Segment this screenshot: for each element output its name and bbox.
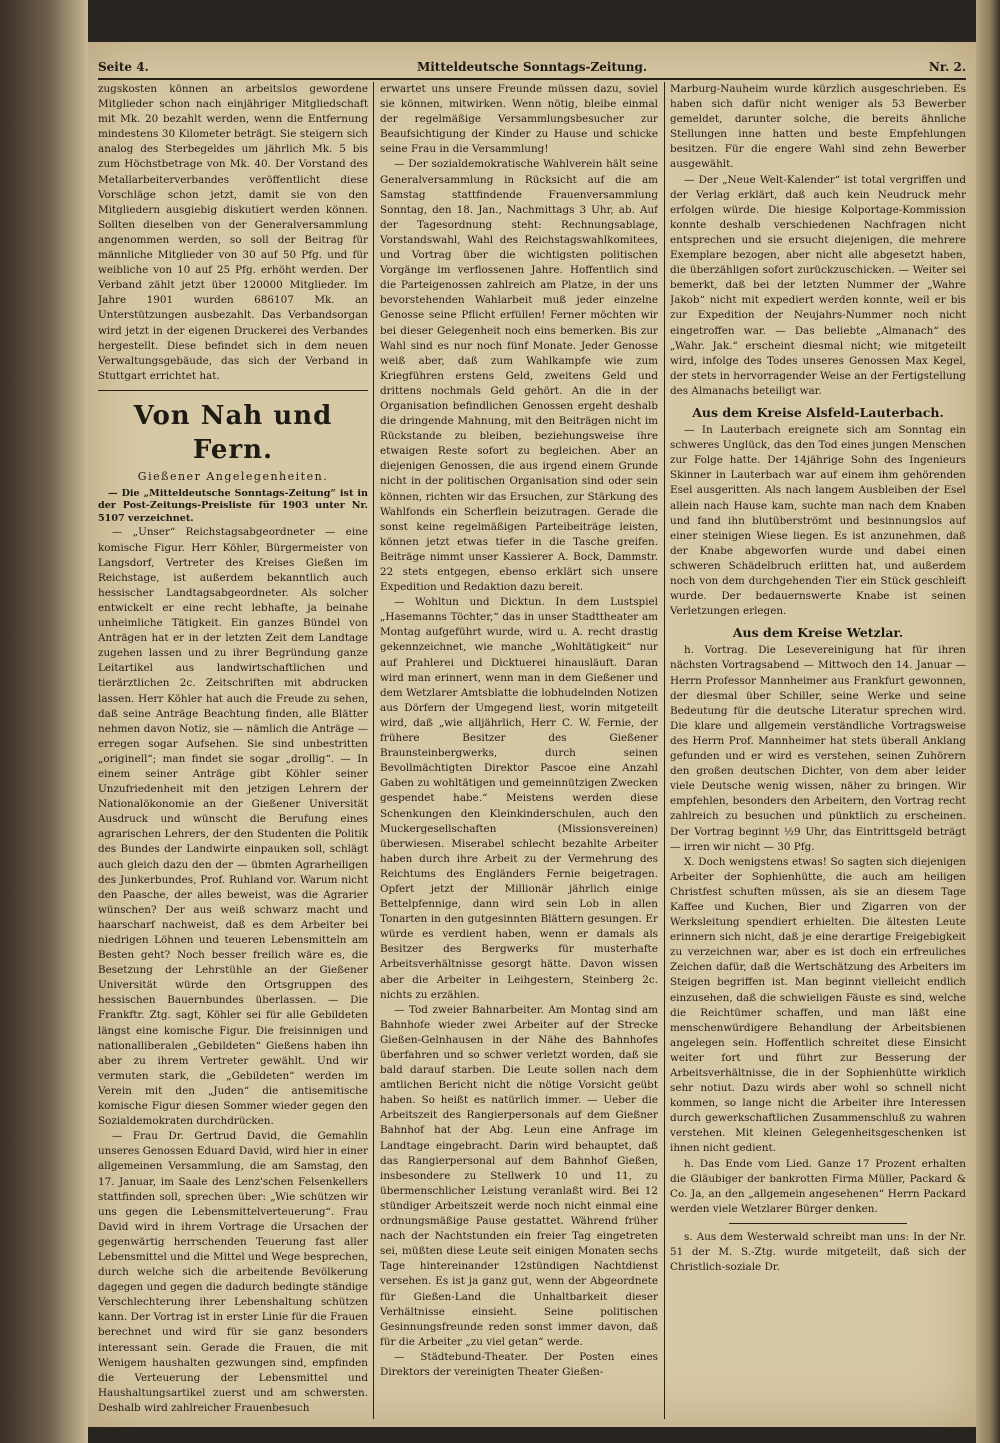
article-vortrag: h. Vortrag. Die Lesevereinigung hat für ihren nächsten Vortragsabend — Mittwoch den 14. Januar — Herrn Professor Mannheimer aus Frankfurt gewonnen, der diesmal über Schiller, seine Werke und seine Bedeutung für die deutsche Literatur sprechen wird. Die klare und allgemein verständliche Vortragsweise des Herrn Prof. Mannheimer hat stets überall Anklang gefunden und er wird es verstehen, seinen Zuhörern den großen deutschen Dichter, von dem aber leider viele Deutsche wenig wissen, näher zu bringen. Wir empfehlen, besonders den Arbeitern, den Vortrag recht zahlreich zu besuchen und pünktlich zu erscheinen. Der Vortrag beginnt ½9 Uhr, das Eintrittsgeld beträgt — irren wir nicht — 30 Pfg. [670,644,966,853]
article-continuation: Marburg-Nauheim wurde kürzlich ausgeschrieben. Es haben sich dafür nicht weniger als 53 Bewerber gemeldet, darunter solche, die bereits ähnliche Stellungen inne hatten und beste Empfehlungen besitzen. Für die engere Wahl sind zehn Bewerber ausgewählt. [670,83,966,171]
column-divider [664,82,665,1419]
article-koehler: — „Unser“ Reichstagsabgeordneter — eine komische Figur. Herr Köhler, Bürgermeister von Langsdorf, Vertreter des Kreises Gießen im Reichstage, ist außerdem bekanntlich auch hessischer Landtagsabgeordneter. Als solcher entwickelt er eine recht lebhafte, ja beinahe unheimliche Tätigkeit. Ein ganzes Bündel von Anträgen hat er in der letzten Zeit dem Landtage zugehen lassen und zu ihrer Begründung ganze Leitartikel aus landwirtschaftlichen und tierärztlichen 2c. Zeitschriften mit abdrucken lassen. Herr Köhler hat auch die Freude zu sehen, daß seine Anträge Beachtung finden, alle Blätter nehmen davon Notiz, sie — nämlich die Anträge — erregen sogar Aufsehen. Sie sind unbestritten „originell“; man findet sie sogar „drollig“. — In einem seiner Anträge gibt Köhler seiner Unzufriedenheit mit den jetzigen Lehrern der Nationalökonomie an der Gießener Universität Ausdruck und wünscht die Berufung eines agrarischen Lehrers, der den Studenten die Politik des Bundes der Landwirte einpauken soll, schlägt auch gleich dazu den der — übmten Agrarheiligen des Junkerbundes, Prof. Ruhland vor. Warum nicht den Paasche, der alles beweist, was die Agrarier wünschen? Der aus weiß schwarz macht und haarscharf nachweist, daß es dem Arbeiter bei niedrigen Löhnen und teueren Lebensmitteln am Besten geht? Noch besser freilich wäre es, die Besetzung der Lehrstühle an der Gießener Universität würde den Ortsgruppen des hessischen Bauernbundes überlassen. — Die Frankftr. Ztg. sagt, Köhler sei für alle Gebildeten längst eine komische Figur. Die freisinnigen und nationalliberalen „Gebildeten“ Gießens haben ihn aber zu ihrem Vertreter gewählt. Und wir vermuten stark, die „Gebildeten“ werden im Verein mit den „Juden“ die antisemitische komische Figur diesen Sommer wieder gegen den Sozialdemokraten durchdrücken. [98,526,368,1128]
article-continuation: erwartet uns unsere Freunde müssen dazu, soviel sie können, mitwirken. Wenn nötig, bleibe einmal der regelmäßige Versammlungsbesucher zur Beaufsichtigung der Kinder zu Hause und schicke seine Frau in die Versammlung! [380,83,658,156]
paper-title: Mitteldeutsche Sonntags-Zeitung. [416,60,648,74]
article-staedtebund: — Städtebund-Theater. Der Posten eines Direktors der vereinigten Theater Gießen- [380,1350,658,1378]
book-binding [0,0,88,1443]
article-tod: — Tod zweier Bahnarbeiter. Am Montag sind am Bahnhofe wieder zwei Arbeiter auf der Strecke Gießen-Gelnhausen in der Nähe des Bahnhofes überfahren und so schwer verletzt worden, daß sie bald darauf starben. Die Leute sollen nach dem amtlichen Bericht nicht die nötige Vorsicht geübt haben. So heißt es natürlich immer. — Ueber die Arbeitszeit des Rangierpersonals auf dem Gießner Bahnhof hat der Abg. Leun eine Anfrage im Landtage eingebracht. Darin wird behauptet, daß das Rangierpersonal auf dem Bahnhof Gießen, insbesondere zu Stellwerk 10 und 11, zu übermenschlicher Leistung veranlaßt wird. Bei 12 stündiger Arbeitszeit werde noch nicht einmal eine ordnungsmäßige Pause gestattet. Während früher nach der Nachtstunden ein freier Tag eingetreten sei, müßten diese Leute seit einigen Monaten sechs Tage hintereinander 12stündigen Nachtdienst versehen. Es ist ja ganz gut, wenn der Abgeordnete für Gießen-Land die Unhaltbarkeit dieser Verhältnisse einsieht. Seine politischen Gesinnungsfreunde reden sonst immer davon, daß für die Arbeiter „zu viel getan“ werde. [380,1003,658,1348]
page-label: Seite 4. [98,60,149,74]
notice: — Die „Mitteldeutsche Sonntags-Zeitung“ ist in der Post-Zeitungs-Preisliste für 1903 unter Nr. 5107 verzeichnet. [98,487,368,524]
subhead-wetzlar: Aus dem Kreise Wetzlar. [732,625,904,641]
newspaper-page [88,42,976,1427]
column-2 [380,82,658,1419]
article-lauterbach: — In Lauterbach ereignete sich am Sonntag ein schweres Unglück, das den Tod eines jungen Menschen zur Folge hatte. Der 14jährige Sohn des Ingenieurs Skinner in Lauterbach war auf einem ihm gehörenden Esel ausgeritten. Als nach langem Ausbleiben der Esel allein nach Hause kam, suchte man nach dem Knaben und fand ihn blutüberströmt und besinnungslos auf einer steinigen Wiese liegen. Es ist anzunehmen, daß der Knabe abgeworfen wurde und dabei einen schweren Schädelbruch erlitten hat, und außerdem noch von dem durchgehenden Tier ein Stück geschleift wurde. Der bedauernswerte Knabe ist seinen Verletzungen erlegen. [670,424,966,618]
article-continuation: zugskosten können an arbeitslos gewordene Mitglieder schon nach einjähriger Mitgliedschaft mit Mk. 20 bezahlt werden, wenn die Entfernung mindestens 30 Kilometer beträgt. Sie steigern sich analog des Sterbegeldes um jährlich Mk. 5 bis zum Höchstbetrage von Mk. 40. Der Vorstand des Metallarbeiterverbandes veröffentlicht diese Vorschläge schon jetzt, damit sie von den Mitgliedern ausgiebig diskutiert werden können. Sollten dieselben von der Generalversammlung angenommen werden, so soll der Beitrag für männliche Mitglieder von 30 auf 50 Pfg. und für weibliche von 10 auf 25 Pfg. erhöht werden. Der Verband zählt jetzt über 120000 Mitglieder. Im Jahre 1901 wurden 686107 Mk. an Unterstützungen ausbezahlt. Das Verbandsorgan wird jetzt in der eigenen Druckerei des Verbandes hergestellt. Diese befindet sich in dem neuen Verwaltungsgebäude, das sich der Verband in Stuttgart errichtet hat. [98,83,368,382]
article-ende: h. Das Ende vom Lied. Ganze 17 Prozent erhalten die Gläubiger der bankrotten Firma Müller, Packard & Co. Ja, an den „allgemein angesehenen“ Herrn Packard werden viele Wetzlarer Bürger denken. [670,1157,966,1215]
section-title: Von Nah und Fern. [133,400,333,465]
section-subtitle: Gießener Angelegenheiten. [137,469,329,483]
column-divider [373,82,374,1419]
issue-number: Nr. 2. [928,60,966,74]
page-edge [976,0,1000,1443]
divider [729,1223,907,1224]
subhead-alsfeld: Aus dem Kreise Alsfeld-Lauterbach. [692,404,944,420]
header-rule [98,78,966,80]
article-doch: X. Doch wenigstens etwas! So sagten sich diejenigen Arbeiter der Sophienhütte, die auch am heiligen Christfest schuften müssen, als sie an diesem Tage Kaffee und Kuchen, Bier und Zigarren von der Werksleitung spendiert erhielten. Die ältesten Leute erinnern sich nicht, daß je eine derartige Freigebigkeit zu verzeichnen war, aber es ist doch ein erfreuliches Zeichen dafür, daß die Wertschätzung des Arbeiters im Steigen begriffen ist. Man beginnt vielleicht endlich einzusehen, daß die schwieligen Fäuste es sind, welche die Reichtümer schaffen, und man läßt eine menschenwürdigere Behandlung der Arbeitsbienen angelegen sein. Hoffentlich schreitet diese Einsicht weiter fort und führt zur Besserung der Arbeitsverhältnisse, die in der Sophienhütte wirklich sehr notiut. Dazu wirds aber wohl so schnell nicht kommen, so lange nicht die Arbeiter ihre Interessen durch gewerkschaftlichen Zusammenschluß zu wahren verstehen. Mit kleinen Gelegenheitsgeschenken ist ihnen nicht gedient. [670,855,966,1155]
column-1 [98,82,368,1419]
article-wahlverein: — Der sozialdemokratische Wahlverein hält seine Generalversammlung in Rücksicht auf die am Samstag stattfindende Frauenversammlung Sonntag, den 18. Jan., Nachmittags 3 Uhr, ab. Auf der Tagesordnung steht: Rechnungsablage, Vorstandswahl, Wahl des Reichstagswahlkomitees, und Vortrag über die wichtigsten politischen Vorgänge im verflossenen Jahre. Hoffentlich sind die Parteigenossen zahlreich am Platze, in der uns bevorstehenden Wahlarbeit muß jeder einzelne Genosse seine Pflicht erfüllen! Ferner möchten wir bei dieser Gelegenheit noch eins bemerken. Bis zur Wahl sind es nur noch fünf Monate. Jeder Genosse weiß aber, daß zum Wahlkampfe wie zum Kriegführen erstens Geld, zweitens Geld und drittens nochmals Geld gehört. An die in der Organisation befindlichen Genossen ergeht deshalb die dringende Mahnung, mit den Beiträgen nicht im Rückstande zu bleiben, beziehungsweise ihre etwaigen Reste sofort zu begleichen. Aber an diejenigen Genossen, die aus irgend einem Grunde nicht in der politischen Organisation sind oder sein können, richten wir das Ersuchen, zur Stärkung des Wahlfonds ein Scherflein beizutragen. Gerade die sonst keine regelmäßigen Parteibeiträge leisten, können jetzt etwas tiefer in die Tasche greifen. Beiträge nimmt unser Kassierer A. Bock, Dammstr. 22 stets entgegen, ebenso erklärt sich unsere Expedition und Redaktion dazu bereit. [380,158,658,594]
column-3 [670,82,966,1419]
page-header [98,56,966,80]
article-kalender: — Der „Neue Welt-Kalender“ ist total vergriffen und der Verlag erklärt, daß auch kein Neudruck mehr erfolgen würde. Die hiesige Kolportage-Kommission konnte deshalb verschiedenen Nachfragen nicht entsprechen und sie ersucht diejenigen, die mehrere Exemplare bezogen, aber nicht alle abgesetzt haben, die überzähligen sofort zurückzuschicken. — Weiter sei bemerkt, daß bei der letzten Nummer der „Wahre Jakob“ nicht mit expediert werden konnte, weil er bis zur Expedition der Neujahrs-Nummer noch nicht eingetroffen war. — Das beliebte „Almanach“ des „Wahr. Jak.“ erscheint diesmal nicht; wie mitgeteilt wird, infolge des Todes unseres Genossen Max Kegel, der stets in hervorragender Weise an der Fertigstellung des Almanachs beteiligt war. [670,173,966,397]
divider [98,390,368,391]
article-wohltun: — Wohltun und Dicktun. In dem Lustspiel „Hasemanns Töchter,“ das in unser Stadttheater am Montag aufgeführt wurde, wird u. A. recht drastig gekennzeichnet, wie manche „Wohltätigkeit“ nur auf Prahlerei und Dicktuerei hinausläuft. Daran wird man erinnert, wenn man in dem Gießener und dem Wetzlarer Amtsblatte die lobhudelnden Notizen aus Dörfern der Umgegend liest, worin mitgeteilt wird, daß „wie alljährlich, Herr C. W. Fernie, der frühere Besitzer des Gießener Braunsteinbergwerks, durch seinen Bevollmächtigten Direktor Pascoe eine Anzahl Gaben zu wohltätigen und gemeinnützigen Zwecken gespendet habe.“ Meistens werden diese Schenkungen den Kleinkinderschulen, auch den Muckergesellschaften (Missionsvereinen) überwiesen. Miserabel schlecht bezahlte Arbeiter haben durch ihre Arbeit zu der Vermehrung des Reichtums des Engländers Fernie beigetragen. Opfert jetzt der Millionär jährlich einige Bettelpfennige, dann wird sein Lob in allen Tonarten in den gutgesinnten Blättern gesungen. Er würde es verdient haben, wenn er damals als Besitzer des Bergwerks für musterhafte Arbeitsverhältnisse gesorgt hätte. Davon wissen aber die Arbeiter in Leihgestern, Steinberg 2c. nichts zu erzählen. [380,596,658,1001]
article-david: — Frau Dr. Gertrud David, die Gemahlin unseres Genossen Eduard David, wird hier in einer allgemeinen Versammlung, die am Samstag, den 17. Januar, im Saale des Lenz'schen Felsenkellers stattfinden soll, sprechen über: „Wie schützen wir uns gegen die Lebensmittelverteuerung“. Frau David wird in ihrem Vortrage die Ursachen der gegenwärtig herrschenden Teuerung fast aller Lebensmittel und die Mittel und Wege besprechen, durch welche sich die arbeitende Bevölkerung dagegen und gegen die dadurch bedingte ständige Verschlechterung ihrer Lebenshaltung schützen kann. Der Vortrag ist in erster Linie für die Frauen berechnet und wird für sie ganz besonders interessant sein. Gerade die Frauen, die mit Wenigem haushalten gezwungen sind, empfinden die Verteuerung der Lebensmittel und Haushaltungsartikel zuerst und am schwersten. Deshalb wird zahlreicher Frauenbesuch [98,1130,368,1414]
article-westerwald: s. Aus dem Westerwald schreibt man uns: In der Nr. 51 der M. S.-Ztg. wurde mitgeteilt, daß sich der Christlich-soziale Dr. [670,1230,966,1274]
